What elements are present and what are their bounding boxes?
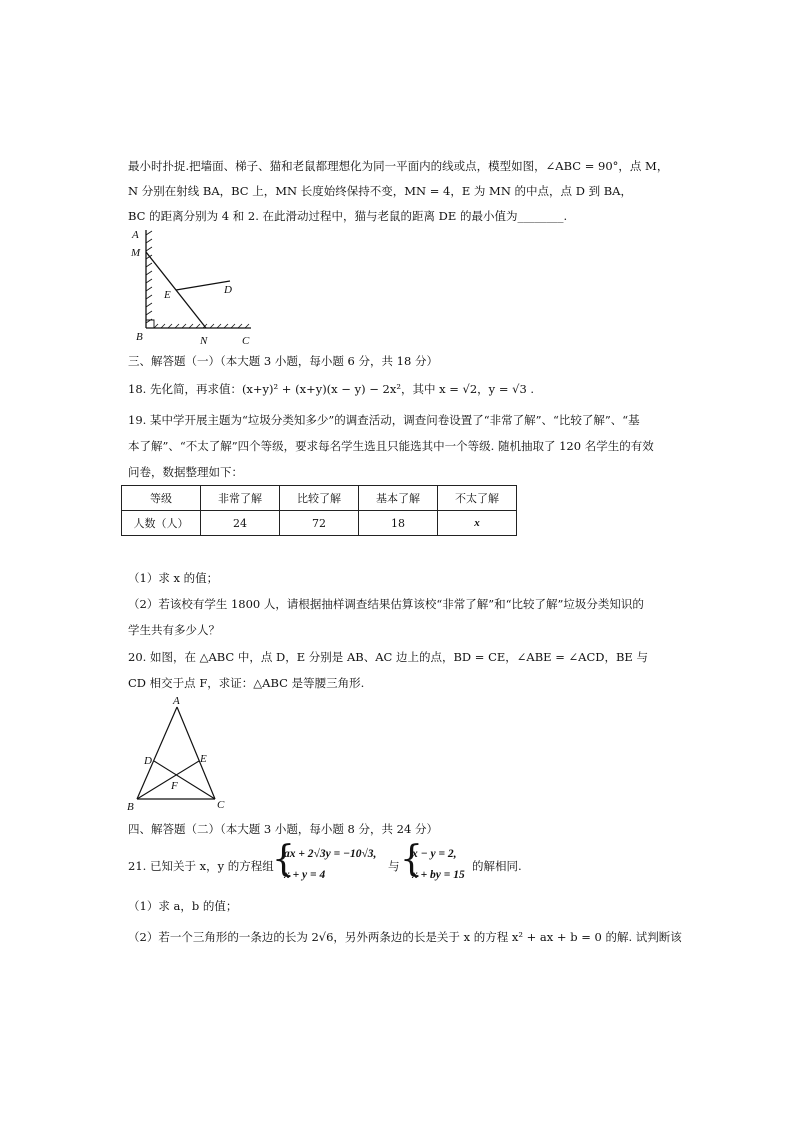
label-E: E [164,289,171,301]
q18-text: 18. 先化简，再求值：(x+y)² + (x+y)(x − y) − 2x²，其中 x = √2，y = √3 . [128,382,535,396]
label-A: A [132,229,139,241]
table-header-cell: 等级 [122,486,201,511]
left-brace-1: { [272,839,295,880]
table-header-cell: 非常了解 [201,486,280,511]
label-C: C [242,335,250,347]
triangle-figure [124,694,234,812]
table-header-cell: 基本了解 [359,486,438,511]
q19-line-3: 问卷，数据整理如下： [128,465,243,479]
section-3-heading: 三、解答题（一）（本大题 3 小题，每小题 6 分，共 18 分） [128,354,438,368]
table-row [122,511,517,536]
table-header-cell: 比较了解 [280,486,359,511]
q17-line-1: 最小时扑捉.把墙面、梯子、猫和老鼠都理想化为同一平面内的线或点，模型如图，∠ABC = 90°，点 M， [128,159,669,173]
q20-line-2: CD 相交于点 F，求证：△ABC 是等腰三角形. [128,676,365,690]
left-brace-2: { [400,839,423,880]
system-1-eq-2: x + y = 4 [284,869,326,881]
q19-part-1: （1）求 x 的值； [128,571,219,585]
q20-line-1: 20. 如图，在 △ABC 中，点 D，E 分别是 AB、AC 边上的点，BD = CE，∠ABE = ∠ACD，BE 与 [128,650,648,664]
label-B: B [127,801,134,812]
q17-line-3: BC 的距离分别为 4 和 2. 在此滑动过程中，猫与老鼠的距离 DE 的最小值为________. [128,209,568,223]
q19-part-2-line-1: （2）若该校有学生 1800 人，请根据抽样调查结果估算该校“非常了解”和“比较了解”垃圾分类知识的 [128,597,644,611]
system-1-eq-1: ax + 2√3y = −10√3, [284,848,377,860]
table-cell: 24 [201,511,280,536]
q21-part-1: （1）求 a，b 的值； [128,899,238,913]
ladder-figure [126,225,266,350]
q21-part-2: （2）若一个三角形的一条边的长为 2√6，另外两条边的长是关于 x 的方程 x² + ax + b = 0 的解. 试判断该 [128,930,682,944]
table-cell: 72 [280,511,359,536]
q19-line-1: 19. 某中学开展主题为“垃圾分类知多少”的调查活动，调查问卷设置了“非常了解”、“比较了解”、“基 [128,413,640,427]
q19-part-2-line-2: 学生共有多少人？ [128,623,220,637]
system-2-eq-2: x + by = 15 [412,869,465,881]
label-N: N [200,335,208,347]
q17-line-2: N 分别在射线 BA，BC 上，MN 长度始终保持不变，MN = 4，E 为 MN 的中点，点 D 到 BA， [128,184,632,198]
system-2-eq-1: x − y = 2, [412,848,457,860]
table-cell: x [438,511,517,536]
table-cell: 18 [359,511,438,536]
label-D: D [144,755,152,767]
label-B: B [136,331,143,343]
label-M: M [131,247,141,259]
table-header-cell: 不太了解 [438,486,517,511]
table-cell: 人数（人） [122,511,201,536]
q21-prefix: 21. 已知关于 x，y 的方程组 [128,859,274,873]
label-D: D [224,284,232,296]
survey-table [121,485,517,536]
label-E: E [200,753,207,765]
q19-line-2: 本了解”、“不太了解”四个等级，要求每名学生选且只能选其中一个等级. 随机抽取了 120 名学生的有效 [128,439,654,453]
label-F: F [171,780,178,792]
q21-middle: 与 [388,859,400,873]
section-4-heading: 四、解答题（二）（本大题 3 小题，每小题 8 分，共 24 分） [128,822,438,836]
label-C: C [217,799,225,811]
label-A: A [173,695,180,707]
table-header-row [122,486,517,511]
q21-suffix: 的解相同. [472,859,522,873]
